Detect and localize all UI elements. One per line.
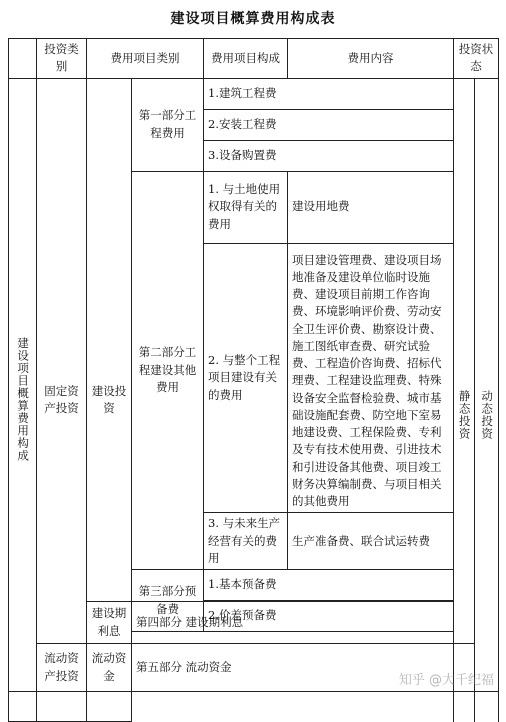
- fixed-asset-investment: 固定资产投资: [37, 78, 87, 722]
- part2-item-name: 1. 与土地使用权取得有关的费用: [204, 171, 288, 243]
- static-bottom: [454, 602, 475, 644]
- header-cost-composition: 费用项目构成: [204, 39, 288, 79]
- part1-item: 1.建筑工程费: [204, 78, 454, 109]
- watermark: 知乎 @大千纪福: [398, 673, 494, 688]
- part3-item: 2.价差预备费: [204, 601, 454, 632]
- part3-label: 第三部分预备费: [132, 570, 204, 632]
- interest-category: 建设期利息: [87, 602, 132, 644]
- header-investment-type: 投资类别: [37, 39, 87, 79]
- root-label: 建设项目概算费用构成: [9, 78, 37, 722]
- status-dynamic-top: [475, 78, 499, 109]
- header-investment-status: 投资状态: [454, 39, 499, 79]
- part1-label: 第一部分工程费用: [132, 78, 204, 171]
- header-cost-content: 费用内容: [288, 39, 454, 79]
- part2-item-name: 3. 与未来生产经营有关的费用: [204, 513, 288, 570]
- current-fund-category: 流动资金: [87, 644, 132, 692]
- part1-item: 3.设备购置费: [204, 140, 454, 171]
- fixed-continued: [37, 602, 87, 644]
- root-bottom: [9, 644, 37, 692]
- part1-item: 2.安装工程费: [204, 109, 454, 140]
- dynamic-investment-label: 动态投资: [475, 109, 499, 722]
- table-title: 建设项目概算费用构成表: [170, 11, 336, 27]
- construction-investment: 建设投资: [87, 78, 132, 722]
- part2-item-content: 项目建设管理费、建设项目场地准备及建设单位临时设施费、建设项目前期工作咨询费、环境影响评价费、劳动安全卫生评价费、勘察设计费、施工图纸审查费、研究试验费、工程造价咨询费、招标代理费、工程建设监理费、特殊设备安全监督检验费、城市基础设施配套费、防空地下室易地建设费、工程保险费、专利及专有技术使用费、引进技术和引进设备其他费、项目竣工财务决算编制费、与项目相关的其他费用: [288, 243, 454, 513]
- static-investment-label: 静态投资: [454, 109, 475, 722]
- part2-label: 第二部分工程建设其他费用: [132, 171, 204, 570]
- root-continued: [9, 602, 37, 644]
- header-cost-category: 费用项目类别: [87, 39, 204, 79]
- dynamic-continued: [475, 602, 499, 644]
- part3-item: 1.基本预备费: [204, 570, 454, 601]
- part2-item-name: 2. 与整个工程项目建设有关的费用: [204, 243, 288, 513]
- current-fund-item: 第五部分 流动资金: [132, 644, 454, 692]
- header-blank: [9, 39, 37, 79]
- status-static-top: [454, 78, 475, 109]
- current-asset-investment: 流动资产投资: [37, 644, 87, 692]
- interest-item: 第四部分 建设期利息: [132, 602, 454, 644]
- part2-item-content: 建设用地费: [288, 171, 454, 243]
- part2-item-content: 生产准备费、联合试运转费: [288, 513, 454, 570]
